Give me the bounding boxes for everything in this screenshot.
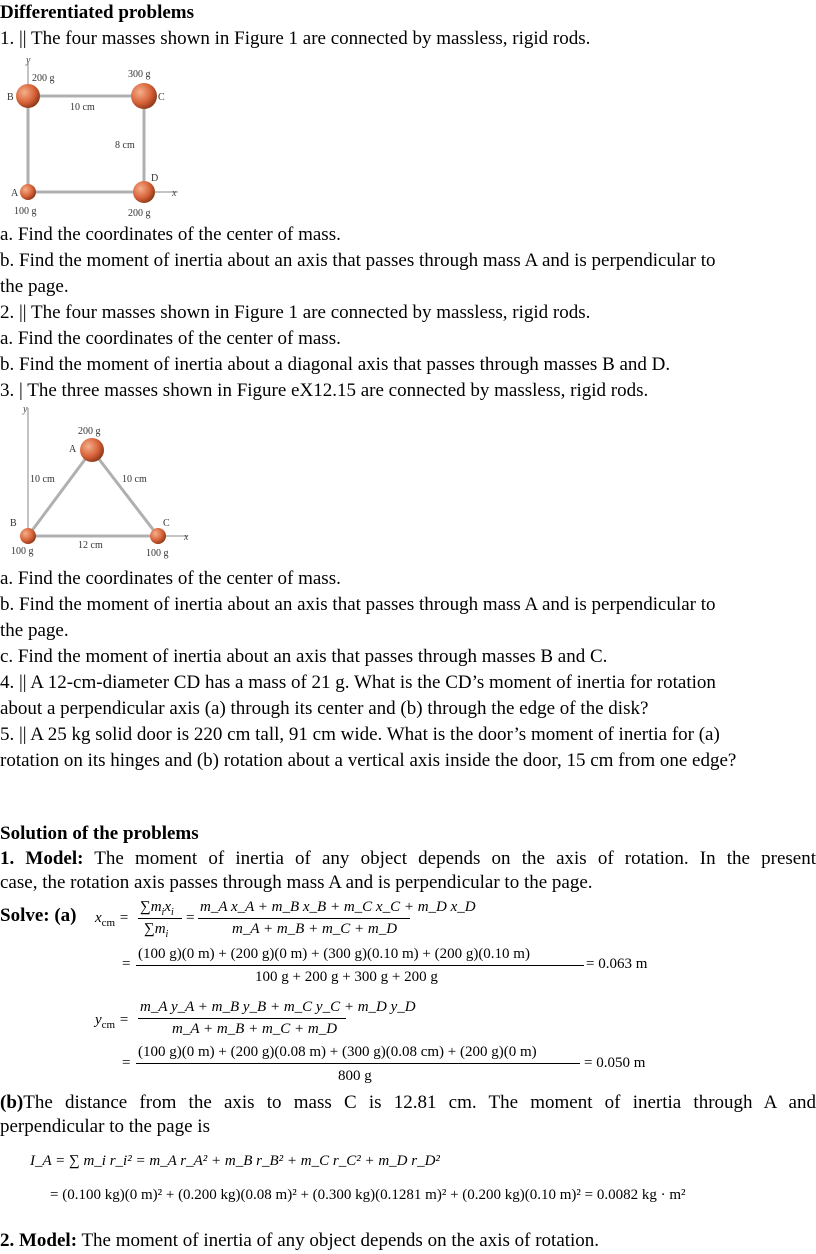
y-axis-label: y bbox=[26, 55, 31, 66]
xcm-frac-line-2 bbox=[198, 918, 410, 919]
x-axis-label: x bbox=[172, 188, 177, 199]
problem-5-line2: rotation on its hinges and (b) rotation about a vertical axis inside the door, 15 cm from one edge? bbox=[0, 750, 737, 771]
y-axis-label: y bbox=[23, 404, 28, 415]
mass-D-label: 200 g bbox=[128, 208, 151, 219]
mass-C-label: 100 g bbox=[146, 548, 169, 559]
xcm-numeric-den: 100 g + 200 g + 300 g + 200 g bbox=[255, 969, 438, 985]
problem-5-line1: 5. || A 25 kg solid door is 220 cm tall, 91 cm wide. What is the door’s moment of inertia for (a) bbox=[0, 724, 720, 745]
solution-1-model-line2: case, the rotation axis passes through mass A and is perpendicular to the page. bbox=[0, 872, 593, 893]
section-heading: Differentiated problems bbox=[0, 2, 195, 23]
figure-1 bbox=[0, 54, 200, 226]
problem-1: 1. || The four masses shown in Figure 1 are connected by massless, rigid rods. bbox=[0, 28, 591, 49]
problem-3: 3. | The three masses shown in Figure eX12.15 are connected by massless, rigid rods. bbox=[0, 380, 649, 401]
ycm-num: m_A y_A + m_B y_B + m_C y_C + m_D y_D bbox=[140, 999, 416, 1015]
point-C: C bbox=[158, 92, 165, 103]
rod-triangle bbox=[28, 450, 158, 536]
mass-A bbox=[80, 438, 104, 462]
solve-label: Solve: (a) bbox=[0, 905, 77, 926]
solution-2-model bbox=[0, 1230, 599, 1252]
xcm-sum-num: $\sum m_ix_i$ bbox=[140, 899, 174, 918]
ycm-den: m_A + m_B + m_C + m_D bbox=[172, 1021, 338, 1037]
problem-2: 2. || The four masses shown in Figure 1 are connected by massless, rigid rods. bbox=[0, 302, 591, 323]
problem-3a: a. Find the coordinates of the center of mass. bbox=[0, 568, 341, 589]
mass-B-label: 200 g bbox=[32, 73, 55, 84]
ycm-eq-sign-2: = bbox=[122, 1055, 131, 1071]
mass-B-label: 100 g bbox=[11, 546, 34, 557]
xcm-frac-line-3 bbox=[136, 965, 584, 966]
model-label-2: 2. Model: bbox=[0, 1230, 78, 1251]
problem-3c: c. Find the moment of inertia about an axis that passes through masses B and C. bbox=[0, 646, 608, 667]
dim-right: 10 cm bbox=[122, 474, 147, 485]
model-label: 1. Model: bbox=[0, 848, 84, 869]
ycm-lhs: $y_{cm}$ = bbox=[95, 1012, 129, 1031]
problem-1a: a. Find the coordinates of the center of mass. bbox=[0, 224, 341, 245]
mass-C bbox=[150, 528, 166, 544]
part-b-line2: perpendicular to the page is bbox=[0, 1116, 210, 1137]
problem-1b-line2: the page. bbox=[0, 276, 69, 297]
ycm-numeric-num: (100 g)(0 m) + (200 g)(0.08 m) + (300 g)(0.08 cm) + (200 g)(0 m) bbox=[138, 1044, 537, 1060]
part-b-label: (b) bbox=[0, 1092, 24, 1113]
problem-2a: a. Find the coordinates of the center of mass. bbox=[0, 328, 341, 349]
problem-1b-line1: b. Find the moment of inertia about an axis that passes through mass A and is perpendicular to bbox=[0, 250, 716, 271]
solution-heading: Solution of the problems bbox=[0, 823, 199, 844]
mass-C-label: 300 g bbox=[128, 69, 151, 80]
point-B: B bbox=[7, 92, 14, 103]
model-text-2: The moment of inertia of any object depends on the axis of rotation. bbox=[77, 1230, 600, 1251]
model-text: The moment of inertia of any object depends on the axis of rotation. In the present bbox=[83, 848, 816, 869]
xcm-frac-line-1 bbox=[138, 918, 182, 919]
part-b-line1 bbox=[0, 1092, 816, 1114]
problem-3b-line1: b. Find the moment of inertia about an axis that passes through mass A and is perpendicular to bbox=[0, 594, 716, 615]
mass-C bbox=[131, 83, 157, 109]
ycm-result: = 0.050 m bbox=[584, 1055, 646, 1071]
xcm-lhs: $x_{cm}$ = bbox=[95, 910, 129, 929]
mass-A-label: 100 g bbox=[14, 206, 37, 217]
problem-4-line2: about a perpendicular axis (a) through its center and (b) through the edge of the disk? bbox=[0, 698, 649, 719]
ycm-frac-line-2 bbox=[136, 1063, 580, 1064]
mass-B bbox=[16, 84, 40, 108]
ycm-numeric-den: 800 g bbox=[338, 1068, 372, 1084]
mass-B bbox=[20, 528, 36, 544]
xcm-eq-sign-2: = bbox=[122, 956, 131, 972]
point-D: D bbox=[151, 173, 159, 184]
xcm-eq-sign: = bbox=[186, 910, 195, 926]
point-A: A bbox=[11, 188, 19, 199]
point-B: B bbox=[10, 518, 17, 529]
dim-right: 8 cm bbox=[115, 140, 135, 151]
problem-3b-line2: the page. bbox=[0, 620, 69, 641]
point-C: C bbox=[163, 518, 170, 529]
xcm-numeric-num: (100 g)(0 m) + (200 g)(0 m) + (300 g)(0.10 m) + (200 g)(0.10 m) bbox=[138, 946, 530, 962]
figure-2 bbox=[0, 404, 200, 564]
dim-top: 10 cm bbox=[70, 102, 95, 113]
xcm-expanded-num: m_A x_A + m_B x_B + m_C x_C + m_D x_D bbox=[200, 899, 476, 915]
problem-2b: b. Find the moment of inertia about a diagonal axis that passes through masses B and D. bbox=[0, 354, 671, 375]
xcm-result: = 0.063 m bbox=[586, 956, 648, 972]
ia-equation-line1: I_A = ∑ m_i r_i² = m_A r_A² + m_B r_B² + m_C r_C² + m_D r_D² bbox=[30, 1153, 440, 1169]
ycm-frac-line bbox=[138, 1018, 346, 1019]
solution-1-model bbox=[0, 848, 816, 870]
mass-A bbox=[20, 184, 36, 200]
point-A: A bbox=[69, 444, 77, 455]
mass-A-label: 200 g bbox=[78, 426, 101, 437]
dim-left: 10 cm bbox=[30, 474, 55, 485]
x-axis-label: x bbox=[184, 532, 189, 543]
ia-equation-line2: = (0.100 kg)(0 m)² + (0.200 kg)(0.08 m)² + (0.300 kg)(0.1281 m)² + (0.200 kg)(0.10 m)² = 0.0082 kg · m² bbox=[50, 1187, 686, 1203]
xcm-expanded-den: m_A + m_B + m_C + m_D bbox=[232, 921, 398, 937]
xcm-sum-den: $\sum m_i$ bbox=[144, 921, 169, 940]
dim-bottom: 12 cm bbox=[78, 540, 103, 551]
part-b-text: The distance from the axis to mass C is 12.81 cm. The moment of inertia through A and bbox=[23, 1092, 816, 1113]
mass-D bbox=[133, 181, 155, 203]
problem-4-line1: 4. || A 12-cm-diameter CD has a mass of 21 g. What is the CD’s moment of inertia for rotation bbox=[0, 672, 716, 693]
